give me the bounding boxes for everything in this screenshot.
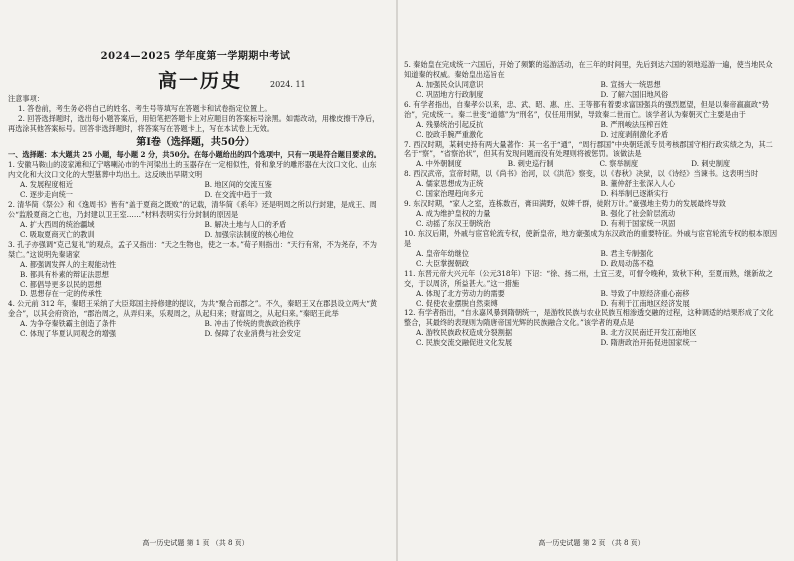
option-c: C. 胶政手腕严重激化 [416, 129, 484, 139]
option-c: C. 察举制度 [599, 159, 639, 169]
section-instruction: 一、选择题：本大题共 25 小题，每小题 2 分，共50分。在每小题给出的四个选项中，只有一项是符合题目要求的。 [8, 150, 381, 160]
page-footer: 高一历史试题 第 1 页 （共 8 页） [142, 539, 249, 548]
option-b: B. 地区间的交流互鉴 [204, 180, 272, 190]
question-9: 9. 东汉时期，“家人之室，连栋数百，膏田满野，奴婢千群，徒附万计。”豪强地主势力的发展最终导致 [404, 199, 726, 209]
option-b: B. 冲击了传统的贵族政治秩序 [204, 319, 301, 329]
option-d: D. 科举制已逐渐实行 [600, 189, 669, 199]
notice-2: 2. 回答选择题时，选出每小题答案后，用铅笔把答题卡上对应题目的答案标号涂黑。如需改动，用橡皮擦干净后，再选涂其他答案标号。回答非选择题时，将答案写在答题卡上，写在本试卷上无效。 [8, 113, 380, 133]
option-a: A. 体现了北方劳动力的需要 [416, 288, 505, 298]
option-b: B. 刺史巡行制 [507, 159, 554, 169]
question-2-options [8, 220, 383, 240]
notice-title: 注意事项： [8, 93, 44, 103]
option-b: B. 君主专制强化 [600, 248, 654, 258]
question-5: 5. 秦始皇在完成统一六国后，开始了频繁的巡游活动，在三年的时间里，先后到达六国的领地巡游一遍，使当地民众知道秦的权威。秦始皇出巡旨在 [404, 60, 773, 79]
option-d: D. 有利于国家统一巩固 [600, 219, 676, 228]
question-1: 1. 安徽马鞍山的凌家滩和辽宁喀喇沁市的牛河梁出土的玉器存在一定相似性，骨和象牙的雕形器在大汶口文化、山东内文化和大汶口文化的大型墓葬中均出土。这反映出早期文明 [8, 160, 377, 180]
option-b: B. 强化了社会阶层流动 [600, 209, 676, 219]
option-c: C. 吸取夏商灭亡的教训 [20, 229, 95, 239]
question-7: 7. 西汉时期，某刺史持有两大量著作：其一名于“通”，“周行郡国”中央朝廷派专员考核郡国守相行政实绩之为，其二名于“察”，“省察治状”，但其有发现问题而没有处理则将被惩罚。该做法是 [404, 139, 773, 159]
question-12-options [404, 328, 779, 348]
option-c: C. 逐步走向统一 [20, 190, 73, 200]
option-d: D. 有利于江南地区经济发展 [600, 298, 690, 308]
question-3: 3. 孔子亦强调“克己复礼”的观点，孟子又指出：“天之生物也，使之一本。”荀子则指出：“天行有常，不为尧存，不为桀亡。”这说明先秦诸家 [8, 239, 377, 259]
option-a: A. 皇帝年幼继位 [416, 248, 469, 258]
question-8-options [404, 179, 779, 199]
option-a: A. 发展程度相近 [20, 180, 73, 190]
question-9-options [404, 209, 779, 229]
page-fold [396, 0, 398, 561]
option-a: A. 残暴统治引起反抗 [416, 119, 484, 129]
title-row [8, 68, 383, 94]
question-4-options [8, 319, 383, 339]
option-d: D. 保障了农业消费与社会安定 [204, 329, 301, 339]
question-6: 6. 有学者指出，自秦孝公以来，忠、武、昭、惠、庄、王等都有着要求富国强兵的强烈愿望，但是以秦帝嬴嬴政“势治”，完成统一。秦二世变“道德”为“刑名”，仅任用刑狱，导致秦二世而亡。该学者认为秦朝灭亡主要是由于 [404, 99, 770, 119]
question-10-options [404, 249, 779, 269]
option-c: C. 巩固地方行政制度 [416, 89, 484, 99]
option-b: B. 董仲舒主张深入人心 [600, 179, 676, 189]
notice-1: 1. 答卷前，考生务必将自己的姓名、考生号等填写在答题卡和试卷指定位置上。 [18, 103, 272, 113]
question-5-options [404, 80, 779, 100]
exam-title: 高一历史 [158, 69, 243, 92]
question-8: 8. 西汉武帝，宣帝时期，以《尚书》治河，以《洪范》察变，以《春秋》决狱，以《诗经》当谏书。这表明当时 [404, 169, 759, 179]
page-right [404, 60, 779, 549]
page-left [8, 14, 383, 549]
question-6-options [404, 120, 779, 140]
option-b: B. 北方汉民南迁开发江南地区 [600, 328, 697, 338]
option-b: B. 严刑峻法压榨百姓 [600, 119, 668, 129]
option-d: D. 隋唐政治开拓促进国家统一 [600, 338, 697, 348]
option-c: C. 国家治理趋向多元 [416, 189, 484, 199]
option-c: C. 促使农业摆脱自然束缚 [416, 298, 498, 308]
option-b: B. 导致了中原经济重心南移 [600, 288, 690, 298]
option-b: B. 宣扬大一统思想 [600, 79, 661, 89]
question-7-options [404, 159, 779, 169]
option-d: D. 政局动荡不稳 [600, 258, 654, 268]
section-title: 第Ⅰ卷（选择题，共50分） [136, 136, 255, 148]
option-a: A. 加强民众认同意识 [416, 79, 484, 89]
exam-date: 2024. 11 [270, 79, 306, 89]
option-c: C. 民族交流交融促进文化发展 [416, 338, 513, 348]
option-c: C. 动摇了东汉王朝统治 [416, 219, 491, 228]
option-d: D. 刺史制度 [691, 159, 731, 169]
option-a: A. 都强调发挥人的主观能动性 [20, 259, 117, 269]
option-d: D. 了解六国旧地风俗 [600, 89, 669, 99]
question-4: 4. 公元前 312 年，秦昭王采纳了大臣郑国主持修建的提议，为共“聚合而郡之”。不久，秦昭王又在郡县设立两大“黄金合”，以其会府资治，“郡治周之，从弄归来，乐观周之，从起归来；财富周之，从起归来。”秦昭王此举 [8, 299, 378, 319]
option-d: D. 加强宗法制度的核心地位 [204, 229, 294, 239]
option-a: A. 成为维护皇权的力量 [416, 209, 491, 219]
option-a: A. 游牧民族政权造成分裂割据 [416, 328, 513, 338]
question-11-options [404, 289, 779, 309]
option-a: A. 中外朝制度 [416, 159, 462, 169]
question-3-options [8, 260, 383, 300]
option-c: C. 体现了华夏认同观念的增强 [20, 329, 117, 339]
option-a: A. 儒家思想成为正统 [416, 179, 484, 189]
option-a: A. 为争夺秦铁霸主创造了条件 [20, 319, 117, 329]
option-a: A. 扩大西周的统治疆域 [20, 219, 95, 229]
question-12: 12. 有学者指出，“自永嘉风暴到隋朝统一，是游牧民族与农业民族互相渗透交融的过程，这种调适的结果形成了文化整合，其最终的表现则为隋唐帝国光辉的民族融合文化。”该学者的观点是 [404, 308, 774, 328]
option-b: B. 解决土地与人口的矛盾 [204, 219, 287, 229]
option-b: B. 都具有朴素的辩证法思想 [20, 269, 109, 279]
option-d: D. 过度剥削激化矛盾 [600, 129, 669, 139]
option-c: C. 都倡导更多以民的思想 [20, 279, 102, 289]
question-2: 2. 清华简《祭公》和《逸周书》皆有“盖于夏商之既败”的记载，清华简《系年》还是明周之所以行封建，是成王、周公“监殷夏商之亡也，乃封建以卫王室……”材料表明实行分封制的原因是 [8, 200, 377, 219]
exam-header: 2024—2025 学年度第一学期期中考试 [100, 51, 291, 62]
option-d: D. 思想存在一定的传承性 [20, 289, 102, 299]
option-c: C. 大臣掌握朝政 [416, 258, 469, 268]
question-1-options [8, 180, 383, 200]
option-d: D. 在交流中趋于一致 [204, 190, 273, 200]
page-footer: 高一历史试题 第 2 页 （共 8 页） [538, 539, 645, 548]
question-10: 10. 东汉后期，外戚与宦官轮流专权，使新皇帝，地方豪强成为东汉政治的重要特征。外戚与宦官轮流专权的根本原因是 [404, 228, 778, 248]
question-11: 11. 东晋元帝大兴元年（公元318年）下诏：“徐、扬二州，土宜三麦，可督令晚种，致秋下种，至夏而熟，继新故之交，于以周济，所益甚大。”这一措施 [404, 268, 773, 288]
